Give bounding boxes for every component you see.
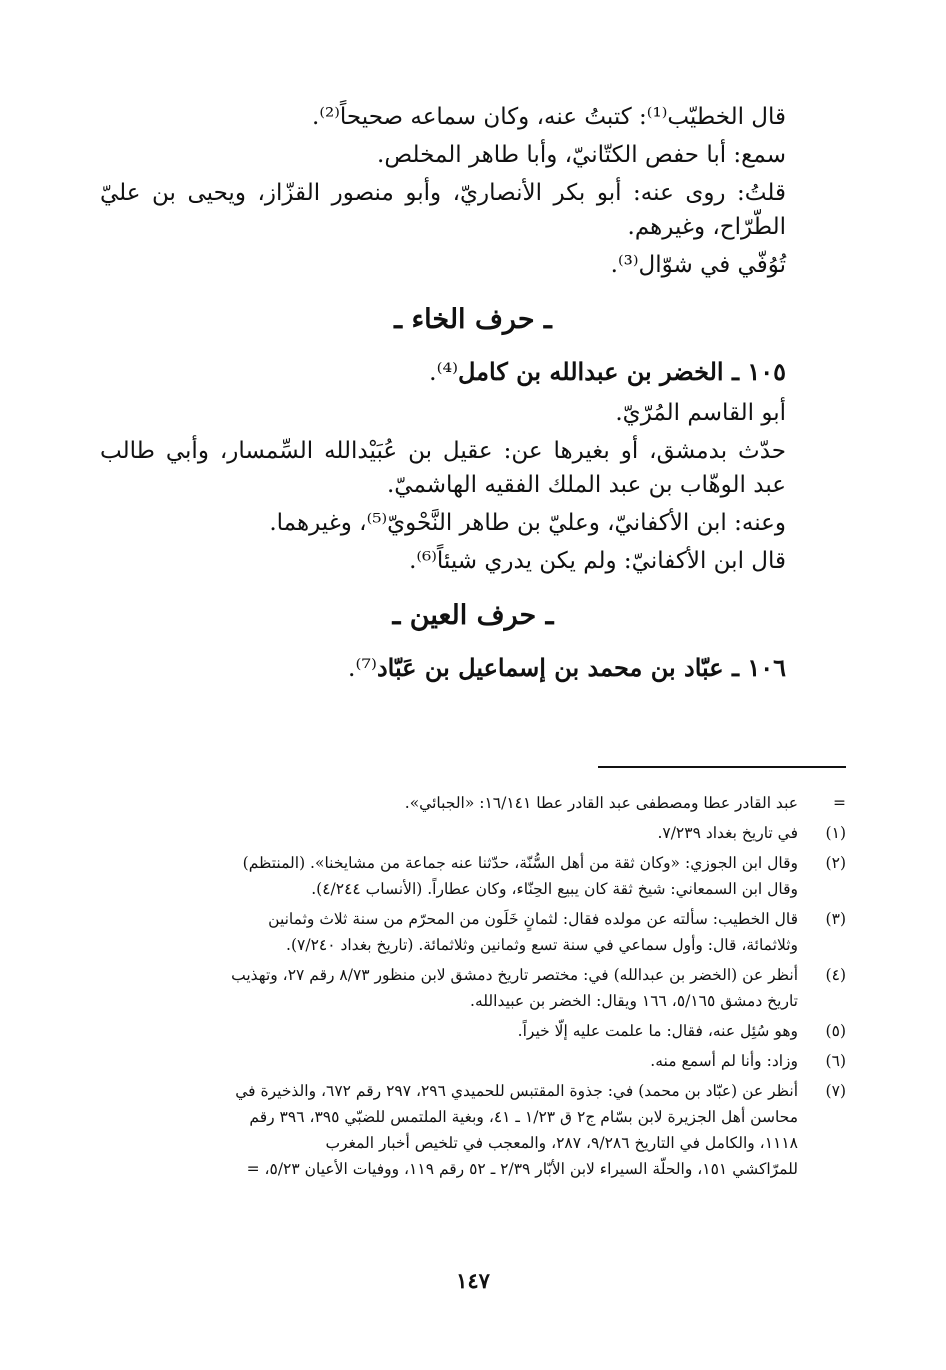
text-line: وعنه: ابن الأكفانيّ، وعليّ بن طاهر النَّحْويّ⁽⁵⁾، وغيرهما.: [269, 510, 786, 536]
footnote-line: وهو سُئِل عنه، فقال: ما علمت عليه إلّا خيراً.: [517, 1022, 798, 1040]
footnote-line: للمرّاكشي ١٥١، والحلّة السيراء لابن الأبّار ٢/٣٩ ـ ٥٢ رقم ١١٩، ووفيات الأعيان ٥/٢٣، =: [246, 1160, 798, 1178]
footnote-line: محاسن أهل الجزيرة لابن بسّام ج٢ ق ١/٢٣ ـ ٤١، وبغية الملتمس للضبّي ٣٩٥، ٣٩٦ رقم: [249, 1108, 798, 1126]
text-line: سمع: أبا حفص الكتّانيّ، وأبا طاهر المخلص.: [377, 142, 786, 168]
footnote-line: وقال ابن السمعاني: شيخ ثقة كان يبيع الحِنّاء، وكان عطاراً. (الأنساب ٤/٢٤٤).: [311, 880, 798, 898]
footnote-number: (٦): [825, 1052, 846, 1070]
entry-number: ١٠٥ ـ: [731, 357, 786, 386]
text-line: قلتُ: روى عنه: أبو بكر الأنصاريّ، وأبو منصور القزّاز، ويحيى بن عليّ الطّرّاح، وغيرهم.: [100, 180, 786, 240]
entry-ref: ⁽⁷⁾.: [347, 654, 377, 682]
text-line: قال الخطيّب⁽¹⁾: كتبتُ عنه، وكان سماعه صحيحاً⁽²⁾.: [312, 104, 786, 130]
entry-name: عبّاد بن محمد بن إسماعيل بن عَبّاد: [376, 653, 724, 682]
footnote-number: =: [833, 794, 846, 812]
entry-ref: ⁽⁴⁾.: [428, 358, 458, 386]
text-line: تُوُفّي في شوّال⁽³⁾.: [610, 252, 786, 278]
footnote-1: [110, 820, 846, 846]
footnote-number: (٢): [825, 854, 846, 872]
section-heading-kha: ـ حرف الخاء ـ: [394, 304, 552, 335]
footnote-number: (٤): [825, 966, 846, 984]
footnote-number: (١): [825, 824, 846, 842]
footnote-2: [110, 850, 846, 902]
footnote-number: (٣): [825, 910, 846, 928]
footnote-4: [110, 962, 846, 1014]
text-line: أبو القاسم المُرّيّ.: [615, 400, 786, 426]
footnote-5: [110, 1018, 846, 1044]
entry-106: [100, 650, 846, 686]
text-line: قال ابن الأكفانيّ: ولم يكن يدري شيئاً⁽⁶⁾.: [409, 548, 786, 574]
footnote-line: وقال ابن الجوزي: «وكان ثقة من أهل السُّنّة، حدّثنا عنه جماعة من مشايخنا». (المنتظم): [242, 854, 798, 872]
text-line: حدّث بدمشق، أو بغيرها عن: عقيل بن عُبَيْدالله السِّمسار، وأبي طالب عبد الوهّاب بن عبد الملك الفقيه الهاشميّ.: [100, 438, 786, 498]
footnote-7: [110, 1078, 846, 1182]
footnote-line: وزاد: وأنا لم أسمع منه.: [650, 1052, 798, 1070]
footnote-line: أنظر عن (الخضر بن عبدالله) في: مختصر تاريخ دمشق لابن منظور ٨/٧٣ رقم ٢٧، وتهذيب: [231, 966, 798, 984]
main-text: [100, 100, 846, 692]
footnote-3: [110, 906, 846, 958]
footnote-separator: [598, 766, 846, 768]
entry-105: [100, 354, 846, 390]
footnote-line: تاريخ دمشق ٥/١٦٥، ١٦٦ ويقال: الخضر بن عبيدالله.: [470, 992, 798, 1010]
page-number: ١٤٧: [456, 1268, 490, 1293]
entry-name: الخضر بن عبدالله بن كامل: [458, 357, 724, 386]
footnote-6: [110, 1048, 846, 1074]
footnote-line: قال الخطيب: سألته عن مولده فقال: لثمانٍ خَلَون من المحرّم من سنة ثلاث وثمانين: [268, 910, 798, 928]
footnote-line: أنظر عن (عبّاد بن محمد) في: جذوة المقتبس للحميدي ٢٩٦، ٢٩٧ رقم ٦٧٢، والذخيرة في: [235, 1082, 798, 1100]
entry-number: ١٠٦ ـ: [731, 653, 786, 682]
footnote-number: (٧): [825, 1082, 846, 1100]
footnotes: [110, 790, 846, 1186]
footnote-continued: [110, 790, 846, 816]
footnote-line: عبد القادر عطا ومصطفى عبد القادر عطا ١٦/١٤١: «الجبائي».: [404, 794, 798, 812]
section-heading-ain: ـ حرف العين ـ: [392, 600, 554, 631]
footnote-number: (٥): [825, 1022, 846, 1040]
footnote-line: في تاريخ بغداد ٧/٢٣٩.: [657, 824, 798, 842]
footnote-line: وثلاثمائة، قال: وأول سماعي في سنة تسع وثمانين وثلاثمائة. (تاريخ بغداد ٧/٢٤٠).: [286, 936, 798, 954]
footnote-line: ١١١٨، والكامل في التاريخ ٩/٢٨٦، ٢٨٧، والمعجب في تلخيص أخبار المغرب: [325, 1134, 798, 1152]
